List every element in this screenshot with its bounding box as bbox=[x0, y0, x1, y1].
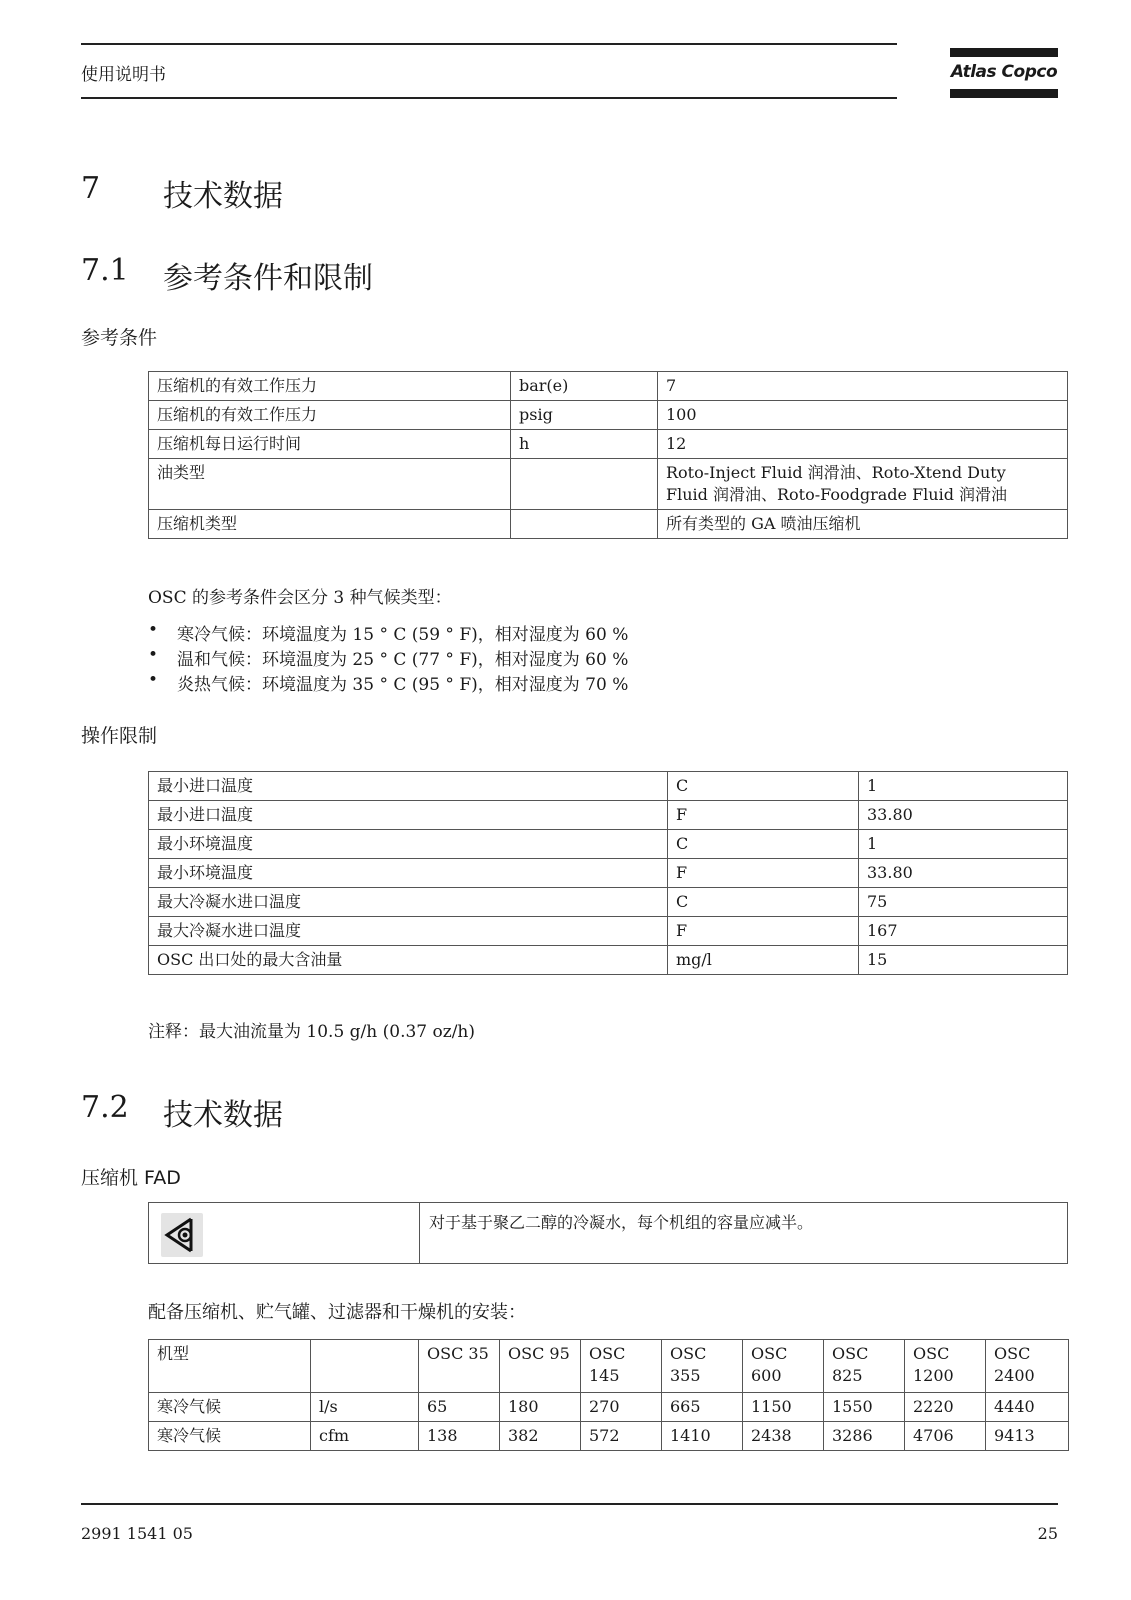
param-cell: 最大冷凝水进口温度 bbox=[149, 917, 668, 946]
eye-icon bbox=[161, 1213, 203, 1257]
document-title: 使用说明书 bbox=[81, 65, 166, 85]
unit-cell bbox=[511, 459, 658, 510]
table-row bbox=[149, 401, 1068, 430]
model-header: 机型 bbox=[149, 1340, 311, 1393]
unit-cell: C bbox=[668, 830, 859, 859]
table-row bbox=[149, 830, 1068, 859]
bullet-text: 寒冷气候：环境温度为 15 ° C (59 ° F)，相对湿度为 60 % bbox=[177, 625, 629, 645]
value-cell: 33.80 bbox=[859, 801, 1068, 830]
value-cell: 1 bbox=[859, 772, 1068, 801]
note-text: 对于基于聚乙二醇的冷凝水，每个机组的容量应减半。 bbox=[429, 1213, 814, 1232]
bullet-text: 温和气候：环境温度为 25 ° C (77 ° F)，相对湿度为 60 % bbox=[177, 650, 629, 670]
document-number: 2991 1541 05 bbox=[81, 1524, 193, 1543]
param-cell: 最小环境温度 bbox=[149, 830, 668, 859]
value-cell: 12 bbox=[658, 430, 1068, 459]
model-cell: OSC 600 bbox=[743, 1340, 824, 1393]
value-cell: 1 bbox=[859, 830, 1068, 859]
unit-cell: l/s bbox=[311, 1393, 419, 1422]
model-cell: OSC 2400 bbox=[986, 1340, 1069, 1393]
section-number: 7.1 bbox=[81, 253, 129, 288]
model-cell: OSC 35 bbox=[419, 1340, 500, 1393]
section-title: 技术数据 bbox=[163, 1098, 283, 1133]
section-7-2-heading bbox=[81, 1090, 681, 1133]
section-number: 7.2 bbox=[81, 1090, 129, 1125]
operating-limits-heading: 操作限制 bbox=[81, 725, 158, 747]
climate-item-mild bbox=[148, 645, 848, 670]
table-row bbox=[149, 1393, 1069, 1422]
value-line: Roto-Inject Fluid 润滑油、Roto-Xtend Duty bbox=[666, 463, 1006, 482]
unit-cell: F bbox=[668, 917, 859, 946]
param-cell: 最小进口温度 bbox=[149, 801, 668, 830]
table-row bbox=[149, 459, 1068, 510]
unit-cell: bar(e) bbox=[511, 372, 658, 401]
unit-cell: C bbox=[668, 772, 859, 801]
value-cell: 572 bbox=[581, 1422, 662, 1451]
param-cell: 压缩机每日运行时间 bbox=[149, 430, 511, 459]
section-7-1-heading bbox=[81, 253, 681, 296]
param-cell: OSC 出口处的最大含油量 bbox=[149, 946, 668, 975]
bullet-icon: • bbox=[148, 645, 159, 665]
value-cell: 1550 bbox=[824, 1393, 905, 1422]
climate-intro: OSC 的参考条件会区分 3 种气候类型： bbox=[148, 588, 452, 608]
unit-cell: F bbox=[668, 859, 859, 888]
compressor-fad-heading: 压缩机 FAD bbox=[81, 1167, 181, 1189]
param-cell: 最小进口温度 bbox=[149, 772, 668, 801]
installation-heading: 配备压缩机、贮气罐、过滤器和干燥机的安装： bbox=[148, 1302, 526, 1323]
value-cell: 75 bbox=[859, 888, 1068, 917]
model-cell: OSC 1200 bbox=[905, 1340, 986, 1393]
model-cell: OSC 95 bbox=[500, 1340, 581, 1393]
unit-cell: h bbox=[511, 430, 658, 459]
unit-cell bbox=[511, 510, 658, 539]
table-row bbox=[149, 510, 1068, 539]
table-row bbox=[149, 946, 1068, 975]
model-cell: OSC 825 bbox=[824, 1340, 905, 1393]
climate-item-cold bbox=[148, 620, 848, 645]
value-cell: 9413 bbox=[986, 1422, 1069, 1451]
model-cell: OSC 355 bbox=[662, 1340, 743, 1393]
climate-cell: 寒冷气候 bbox=[149, 1393, 311, 1422]
value-cell: 1150 bbox=[743, 1393, 824, 1422]
param-cell: 最小环境温度 bbox=[149, 859, 668, 888]
fad-table bbox=[148, 1339, 1069, 1451]
reference-conditions-table bbox=[148, 371, 1068, 539]
atlas-copco-logo bbox=[950, 48, 1058, 100]
bullet-icon: • bbox=[148, 620, 159, 640]
note-box bbox=[148, 1202, 1068, 1264]
unit-cell: mg/l bbox=[668, 946, 859, 975]
operating-limits-table bbox=[148, 771, 1068, 975]
value-cell: 3286 bbox=[824, 1422, 905, 1451]
param-cell: 压缩机的有效工作压力 bbox=[149, 372, 511, 401]
bullet-text: 炎热气候：环境温度为 35 ° C (95 ° F)，相对湿度为 70 % bbox=[177, 675, 629, 695]
page-number: 25 bbox=[1037, 1524, 1058, 1543]
section-7-heading bbox=[81, 171, 681, 214]
table-row bbox=[149, 859, 1068, 888]
table-row bbox=[149, 772, 1068, 801]
value-cell: 100 bbox=[658, 401, 1068, 430]
param-cell: 压缩机类型 bbox=[149, 510, 511, 539]
unit-cell: C bbox=[668, 888, 859, 917]
climate-cell: 寒冷气候 bbox=[149, 1422, 311, 1451]
value-cell: 7 bbox=[658, 372, 1068, 401]
param-cell: 压缩机的有效工作压力 bbox=[149, 401, 511, 430]
oil-flow-note: 注释：最大油流量为 10.5 g/h (0.37 oz/h) bbox=[148, 1022, 476, 1042]
value-cell: 33.80 bbox=[859, 859, 1068, 888]
table-row bbox=[149, 372, 1068, 401]
value-cell: 4706 bbox=[905, 1422, 986, 1451]
section-title: 技术数据 bbox=[163, 179, 283, 214]
section-number: 7 bbox=[81, 171, 101, 206]
value-cell bbox=[658, 459, 1068, 510]
value-cell: 2438 bbox=[743, 1422, 824, 1451]
table-header-row bbox=[149, 1340, 1069, 1393]
value-cell: 所有类型的 GA 喷油压缩机 bbox=[658, 510, 1068, 539]
note-icon-cell bbox=[149, 1203, 420, 1263]
unit-header bbox=[311, 1340, 419, 1393]
unit-cell: cfm bbox=[311, 1422, 419, 1451]
value-cell: 665 bbox=[662, 1393, 743, 1422]
table-row bbox=[149, 430, 1068, 459]
unit-cell: F bbox=[668, 801, 859, 830]
value-cell: 2220 bbox=[905, 1393, 986, 1422]
value-cell: 15 bbox=[859, 946, 1068, 975]
header-bottom-rule bbox=[81, 97, 897, 99]
param-cell: 最大冷凝水进口温度 bbox=[149, 888, 668, 917]
table-row bbox=[149, 801, 1068, 830]
table-row bbox=[149, 888, 1068, 917]
table-row bbox=[149, 917, 1068, 946]
model-cell: OSC 145 bbox=[581, 1340, 662, 1393]
bullet-icon: • bbox=[148, 670, 159, 690]
footer-rule bbox=[81, 1503, 1058, 1505]
value-cell: 382 bbox=[500, 1422, 581, 1451]
param-cell: 油类型 bbox=[149, 459, 511, 510]
value-cell: 138 bbox=[419, 1422, 500, 1451]
value-cell: 1410 bbox=[662, 1422, 743, 1451]
value-line: Fluid 润滑油、Roto-Foodgrade Fluid 润滑油 bbox=[666, 485, 1008, 504]
table-row bbox=[149, 1422, 1069, 1451]
header-top-rule bbox=[81, 43, 897, 45]
section-title: 参考条件和限制 bbox=[163, 261, 373, 296]
value-cell: 180 bbox=[500, 1393, 581, 1422]
value-cell: 270 bbox=[581, 1393, 662, 1422]
unit-cell: psig bbox=[511, 401, 658, 430]
value-cell: 167 bbox=[859, 917, 1068, 946]
value-cell: 4440 bbox=[986, 1393, 1069, 1422]
reference-conditions-heading: 参考条件 bbox=[81, 327, 158, 349]
value-cell: 65 bbox=[419, 1393, 500, 1422]
logo-text: Atlas Copco bbox=[950, 62, 1058, 82]
climate-item-hot bbox=[148, 670, 848, 695]
